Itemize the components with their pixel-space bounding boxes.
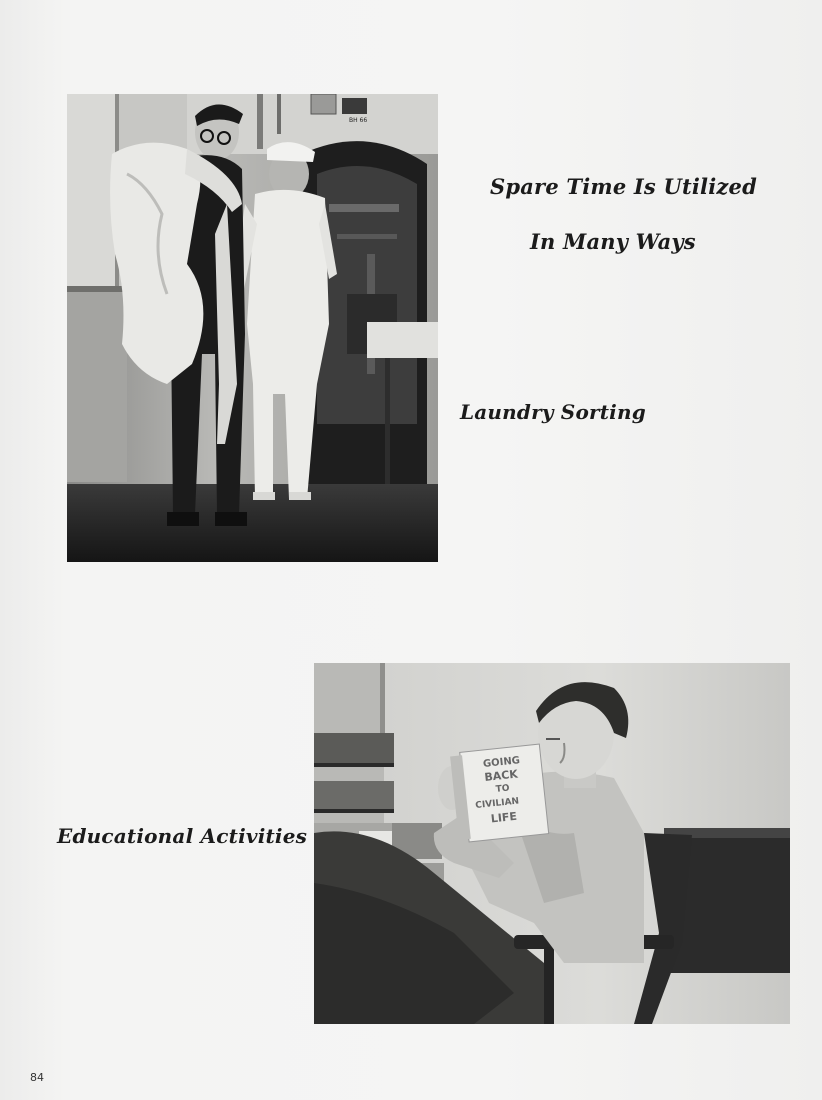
educational-activities-caption: Educational Activities: [57, 824, 308, 848]
laundry-sorting-photo: [67, 94, 438, 562]
book-title-line-3: TO: [495, 783, 511, 795]
book-title-line-2: BACK: [483, 767, 519, 784]
headline-line-2: In Many Ways: [530, 229, 696, 254]
book-title-line-1: GOING: [482, 755, 521, 771]
reading-photo-drawing: [314, 663, 790, 1024]
page-number: 84: [30, 1071, 44, 1084]
laundry-photo-drawing: [67, 94, 438, 562]
educational-activities-photo: [314, 663, 790, 1024]
book-title-line-5: LIFE: [490, 809, 518, 826]
book-title-line-4: CIVILIAN: [474, 796, 520, 812]
wall-sign: BH 66: [349, 117, 368, 124]
headline-line-1: Spare Time Is Utilized: [490, 174, 757, 199]
laundry-caption: Laundry Sorting: [460, 400, 646, 424]
